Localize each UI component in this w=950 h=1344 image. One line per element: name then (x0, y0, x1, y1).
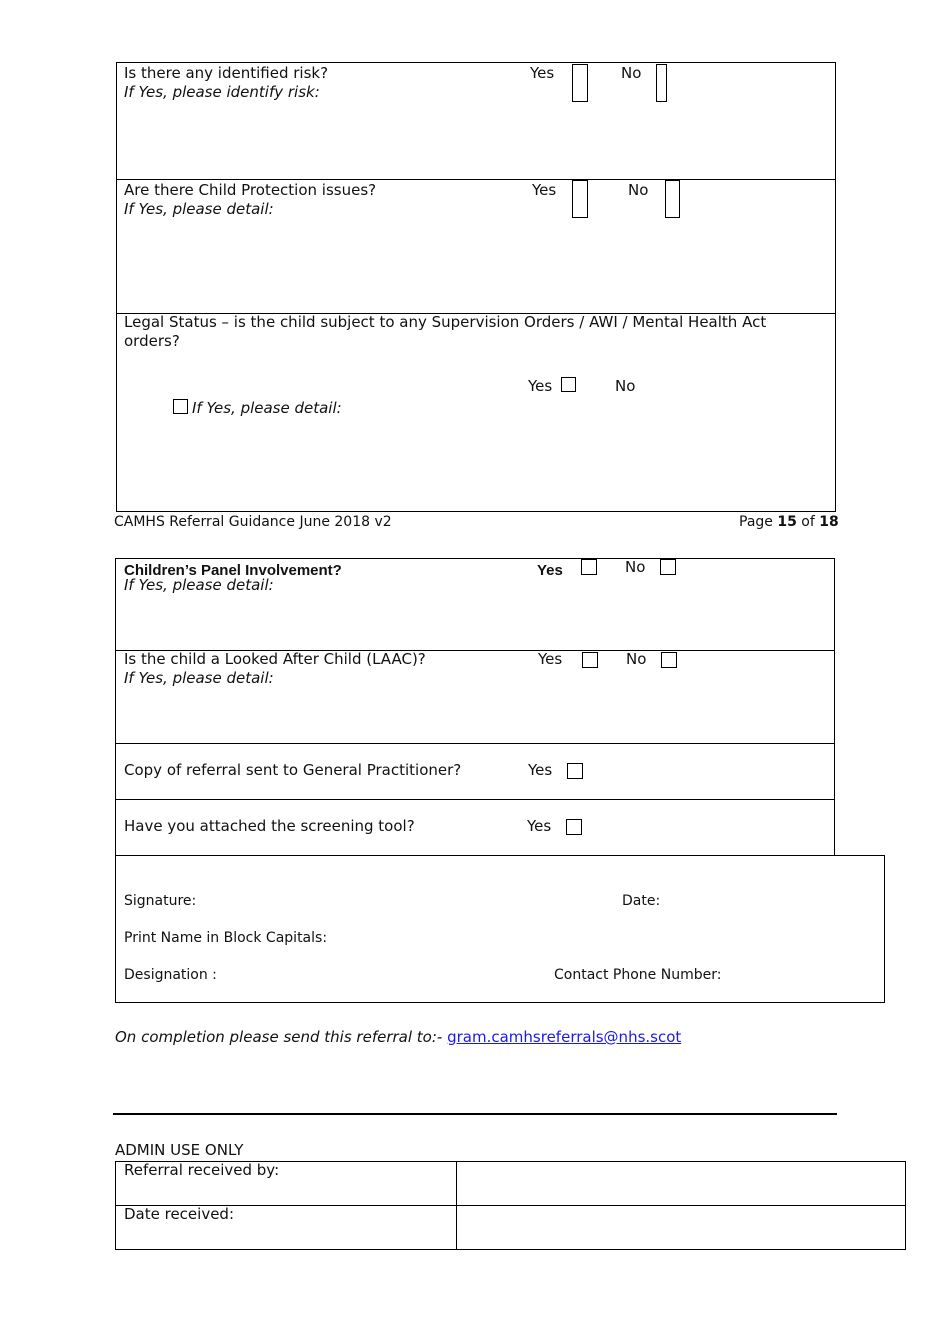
admin-divider (113, 1113, 837, 1115)
risk-yes-checkbox[interactable] (572, 64, 588, 102)
childrens-panel-question: Children’s Panel Involvement? (124, 562, 342, 579)
gp-copy-yes-label: Yes (528, 761, 553, 779)
childrens-panel-yes-checkbox[interactable] (581, 559, 597, 575)
legal-status-detail-checkbox[interactable] (173, 399, 188, 414)
legal-status-detail-label: If Yes, please detail: (192, 399, 342, 417)
laac-yes-checkbox[interactable] (582, 652, 598, 668)
risk-question: Is there any identified risk? (124, 64, 329, 82)
admin-referral-received-label: Referral received by: (124, 1161, 280, 1179)
admin-heading: ADMIN USE ONLY (115, 1141, 244, 1159)
footer-page-word: Page (739, 514, 773, 530)
legal-status-question-cont: orders? (124, 332, 180, 350)
risk-no-checkbox[interactable] (656, 64, 667, 102)
footer-document-title: CAMHS Referral Guidance June 2018 v2 (114, 514, 392, 530)
legal-status-yes-checkbox[interactable] (561, 377, 576, 392)
legal-status-yes-label: Yes (528, 377, 553, 395)
footer-page-current: 15 (777, 514, 797, 530)
completion-text: On completion please send this referral to:- (115, 1028, 443, 1046)
screening-yes-checkbox[interactable] (566, 819, 582, 835)
date-label: Date: (622, 893, 661, 909)
gp-copy-yes-checkbox[interactable] (567, 763, 583, 779)
childrens-panel-no-checkbox[interactable] (660, 559, 676, 575)
child-protection-no-checkbox[interactable] (665, 180, 680, 218)
risk-detail-label: If Yes, please identify risk: (124, 83, 320, 101)
laac-no-label: No (626, 650, 647, 668)
risk-no-label: No (621, 64, 642, 82)
childrens-panel-no-label: No (625, 558, 646, 576)
legal-status-question: Legal Status – is the child subject to any Supervision Orders / AWI / Mental Health Act (124, 313, 767, 331)
childrens-panel-yes-label: Yes (537, 562, 563, 579)
admin-date-received-label: Date received: (124, 1205, 235, 1223)
childrens-panel-detail-label: If Yes, please detail: (124, 576, 274, 594)
child-protection-no-label: No (628, 181, 649, 199)
laac-yes-label: Yes (538, 650, 563, 668)
footer-of-word: of (801, 514, 815, 530)
footer-page-number (739, 513, 839, 532)
child-protection-detail-label: If Yes, please detail: (124, 200, 274, 218)
screening-yes-label: Yes (527, 817, 552, 835)
laac-no-checkbox[interactable] (661, 652, 677, 668)
contact-phone-label: Contact Phone Number: (554, 967, 722, 983)
referral-email-link[interactable]: gram.camhsreferrals@nhs.scot (447, 1028, 682, 1046)
laac-question: Is the child a Looked After Child (LAAC)? (124, 650, 426, 668)
admin-date-received-value[interactable] (464, 1206, 894, 1246)
signature-label: Signature: (124, 893, 197, 909)
child-protection-yes-label: Yes (532, 181, 557, 199)
legal-status-no-label: No (615, 377, 636, 395)
gp-copy-question: Copy of referral sent to General Practitioner? (124, 761, 462, 779)
child-protection-question: Are there Child Protection issues? (124, 181, 377, 199)
completion-instruction (115, 1028, 681, 1047)
screening-question: Have you attached the screening tool? (124, 817, 415, 835)
risk-yes-label: Yes (530, 64, 555, 82)
laac-detail-label: If Yes, please detail: (124, 669, 274, 687)
footer-page-total: 18 (819, 514, 839, 530)
admin-referral-received-value[interactable] (464, 1161, 894, 1201)
designation-label: Designation : (124, 967, 217, 983)
child-protection-yes-checkbox[interactable] (572, 180, 588, 218)
print-name-label: Print Name in Block Capitals: (124, 930, 328, 946)
